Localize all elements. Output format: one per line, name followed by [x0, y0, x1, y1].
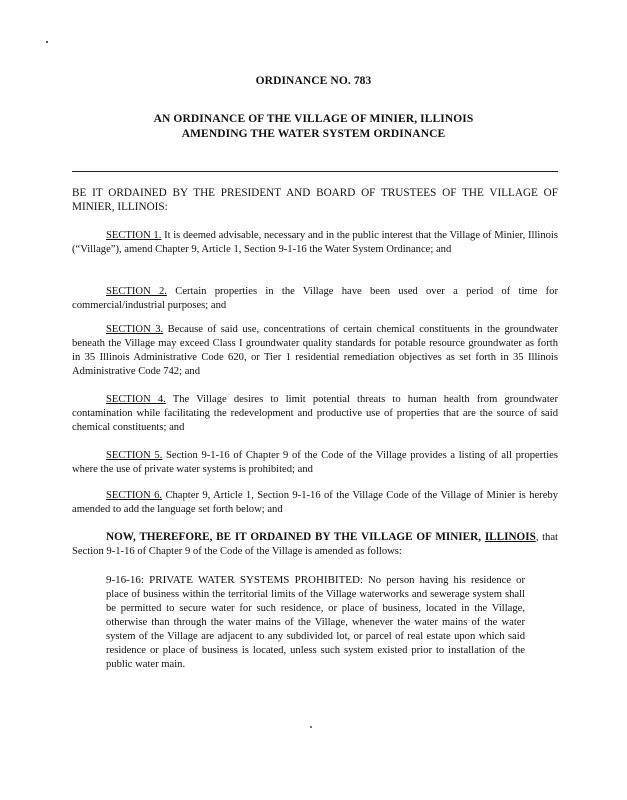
ordinance-title-line-2: AMENDING THE WATER SYSTEM ORDINANCE [181, 128, 446, 140]
amendment-body: No person having his residence or place of business within the territorial limits of the Village waterworks and sewerage system shall be permitted to secure water for such residence, or place of business, located in the Village, otherwise than through the water mains of the Village, whenever the water mains of the water system of the Village are adjacent to any subdivided lot, or parcel of real estate upon which said residence or place of business is located, unless such system existed prior to installation of the public water main. [106, 575, 525, 670]
now-therefore-bold: NOW, THEREFORE, BE IT ORDAINED BY THE VILLAGE OF MINIER, [106, 531, 485, 543]
section-5 [72, 449, 558, 477]
section-3-text: Because of said use, concentrations of certain chemical constituents in the groundwater beneath the Village may exceed Class I groundwater quality standards for potable resource groundwater as forth in 35 Illinois Administrative Code 620, or Tier 1 residential remediation objectives as set forth in 35 Illinois Administrative Code 742; and [72, 324, 558, 377]
now-therefore-clause [72, 530, 558, 559]
scan-mark-bottom [310, 726, 312, 728]
now-therefore-rest: , that Section 9-1-16 of Chapter 9 of the Code of the Village is amended as follows: [72, 532, 559, 557]
amendment-text-block [106, 573, 525, 672]
amendment-heading: 9-16-16: PRIVATE WATER SYSTEMS PROHIBITED: [106, 574, 364, 586]
title-divider [72, 171, 558, 172]
section-2-text: Certain properties in the Village have been used over a period of time for commercial/industrial purposes; and [72, 286, 558, 311]
ordinance-number: ORDINANCE NO. 783 [255, 75, 372, 87]
section-5-text: Section 9-1-16 of Chapter 9 of the Code of the Village provides a listing of all properties where the use of private water systems is prohibited; and [72, 450, 558, 475]
section-5-label: SECTION 5. [106, 450, 163, 461]
section-3 [72, 323, 558, 379]
section-4 [72, 393, 558, 435]
section-1-label: SECTION 1. [106, 230, 162, 241]
section-4-text: The Village desires to limit potential threats to human health from groundwater contamination while facilitating the redevelopment and productive use of properties that are the source of said chemical constituents; and [72, 394, 559, 433]
section-4-label: SECTION 4. [106, 394, 166, 405]
scan-mark [46, 41, 48, 43]
now-therefore-underlined: ILLINOIS [484, 531, 536, 543]
section-6-label: SECTION 6. [106, 490, 163, 501]
preamble: BE IT ORDAINED BY THE PRESIDENT AND BOARD OF TRUSTEES OF THE VILLAGE OF MINIER, ILLINOIS: [72, 187, 558, 213]
section-6-text: Chapter 9, Article 1, Section 9-1-16 of the Village Code of the Village of Minier is hereby amended to add the language set forth below; and [72, 490, 558, 515]
section-3-label: SECTION 3. [106, 324, 164, 335]
section-1 [72, 229, 558, 257]
section-1-text: It is deemed advisable, necessary and in the public interest that the Village of Minier, Illinois (“Village”), amend Chapter 9, Article 1, Section 9-1-16 the Water System Ordinance; and [72, 230, 558, 255]
ordinance-title-line-1: AN ORDINANCE OF THE VILLAGE OF MINIER, ILLINOIS [153, 113, 474, 125]
section-2-label: SECTION 2. [106, 286, 167, 297]
section-6 [72, 489, 558, 517]
section-2 [72, 285, 558, 313]
